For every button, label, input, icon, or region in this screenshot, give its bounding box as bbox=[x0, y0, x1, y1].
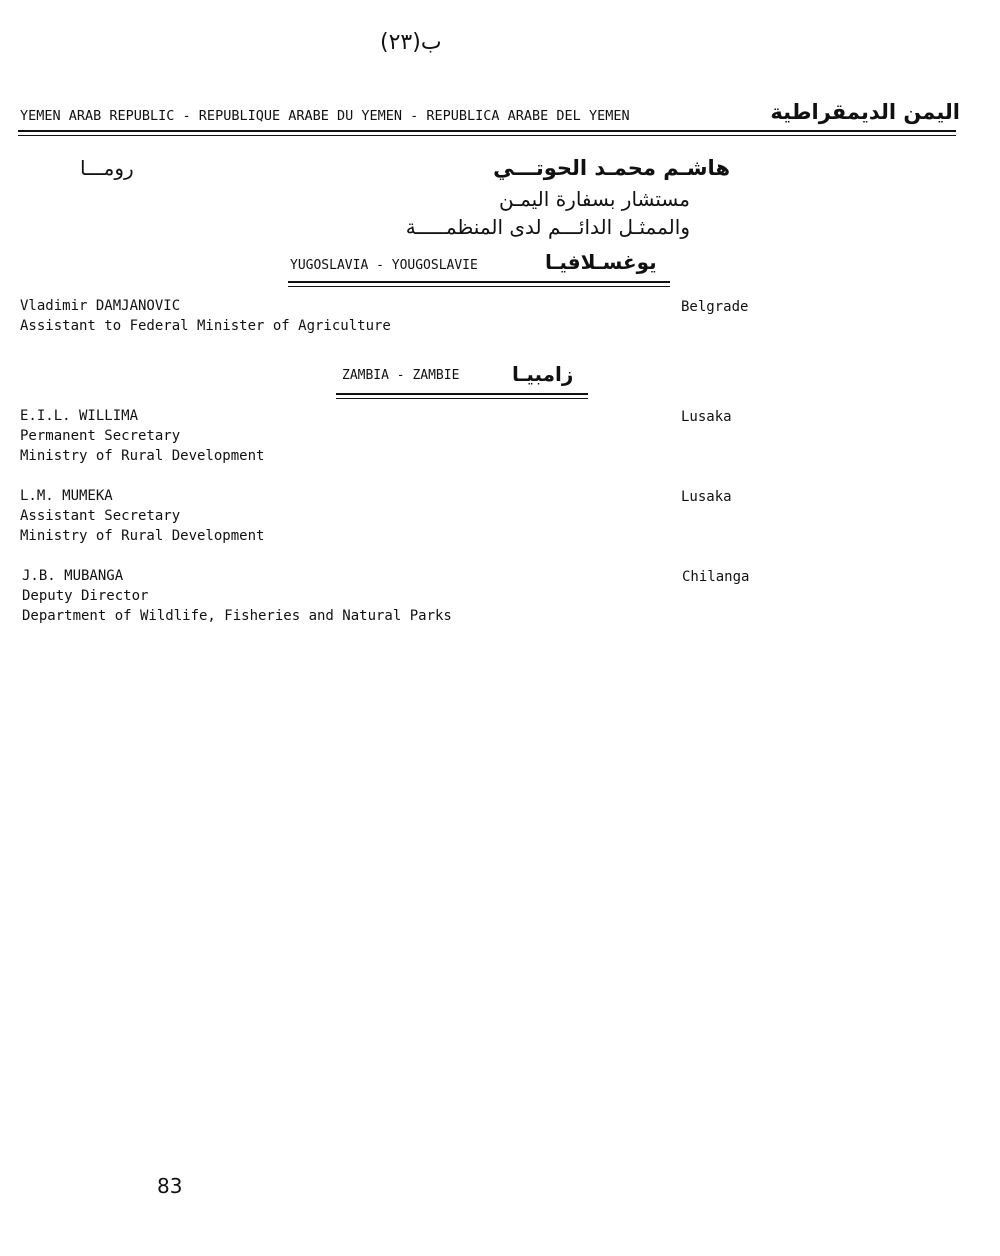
delegate-title: Permanent Secretary bbox=[20, 428, 181, 444]
delegate-name: J.B. MUBANGA bbox=[22, 568, 124, 584]
delegate-city: Lusaka bbox=[681, 489, 732, 505]
section-rule-zambia bbox=[336, 393, 588, 395]
delegate-title: Deputy Director bbox=[22, 588, 149, 604]
section-rule-yugoslavia bbox=[288, 281, 670, 283]
delegate-ministry: Ministry of Rural Development bbox=[20, 448, 265, 464]
section-rule-yugoslavia-2 bbox=[288, 286, 670, 287]
delegate-city: Chilanga bbox=[682, 569, 750, 585]
section-heading-yugoslavia-arabic: يوغسـلافيـا bbox=[545, 250, 657, 274]
section-heading-zambia: ZAMBIA - ZAMBIE bbox=[342, 368, 460, 383]
section-rule-zambia-2 bbox=[336, 398, 588, 399]
delegate-city: Belgrade bbox=[681, 299, 749, 315]
section-heading-yugoslavia: YUGOSLAVIA - YOUGOSLAVIE bbox=[290, 258, 478, 273]
delegate-name: L.M. MUMEKA bbox=[20, 488, 113, 504]
delegate-ministry: Ministry of Rural Development bbox=[20, 528, 265, 544]
delegate-title: Assistant to Federal Minister of Agriculture bbox=[20, 318, 391, 334]
header-rule-2 bbox=[18, 135, 956, 136]
country-header-arabic: اليمن الديمقراطية bbox=[770, 100, 960, 124]
country-header: YEMEN ARAB REPUBLIC - REPUBLIQUE ARABE DU YEMEN - REPUBLICA ARABE DEL YEMEN bbox=[20, 108, 630, 124]
delegate-name: E.I.L. WILLIMA bbox=[20, 408, 139, 424]
yemen-delegate-title-2: والممثـل الدائـــم لدى المنظمـــــة bbox=[405, 215, 690, 239]
yemen-delegate-title: مستشار بسفارة اليمـن bbox=[499, 187, 690, 211]
delegate-city: Lusaka bbox=[681, 409, 732, 425]
yemen-city-arabic: رومـــا bbox=[80, 156, 134, 180]
header-rule-1 bbox=[18, 130, 956, 132]
delegate-department: Department of Wildlife, Fisheries and Natural Parks bbox=[22, 608, 452, 624]
delegate-title: Assistant Secretary bbox=[20, 508, 181, 524]
page-number: 83 bbox=[157, 1174, 183, 1198]
page-marker: ب(٢٣) bbox=[380, 30, 442, 55]
delegate-name: Vladimir DAMJANOVIC bbox=[20, 298, 181, 314]
section-heading-zambia-arabic: زامبيـا bbox=[512, 362, 574, 386]
yemen-delegate-name: هاشـم محمـد الحوتـــي bbox=[493, 156, 730, 180]
